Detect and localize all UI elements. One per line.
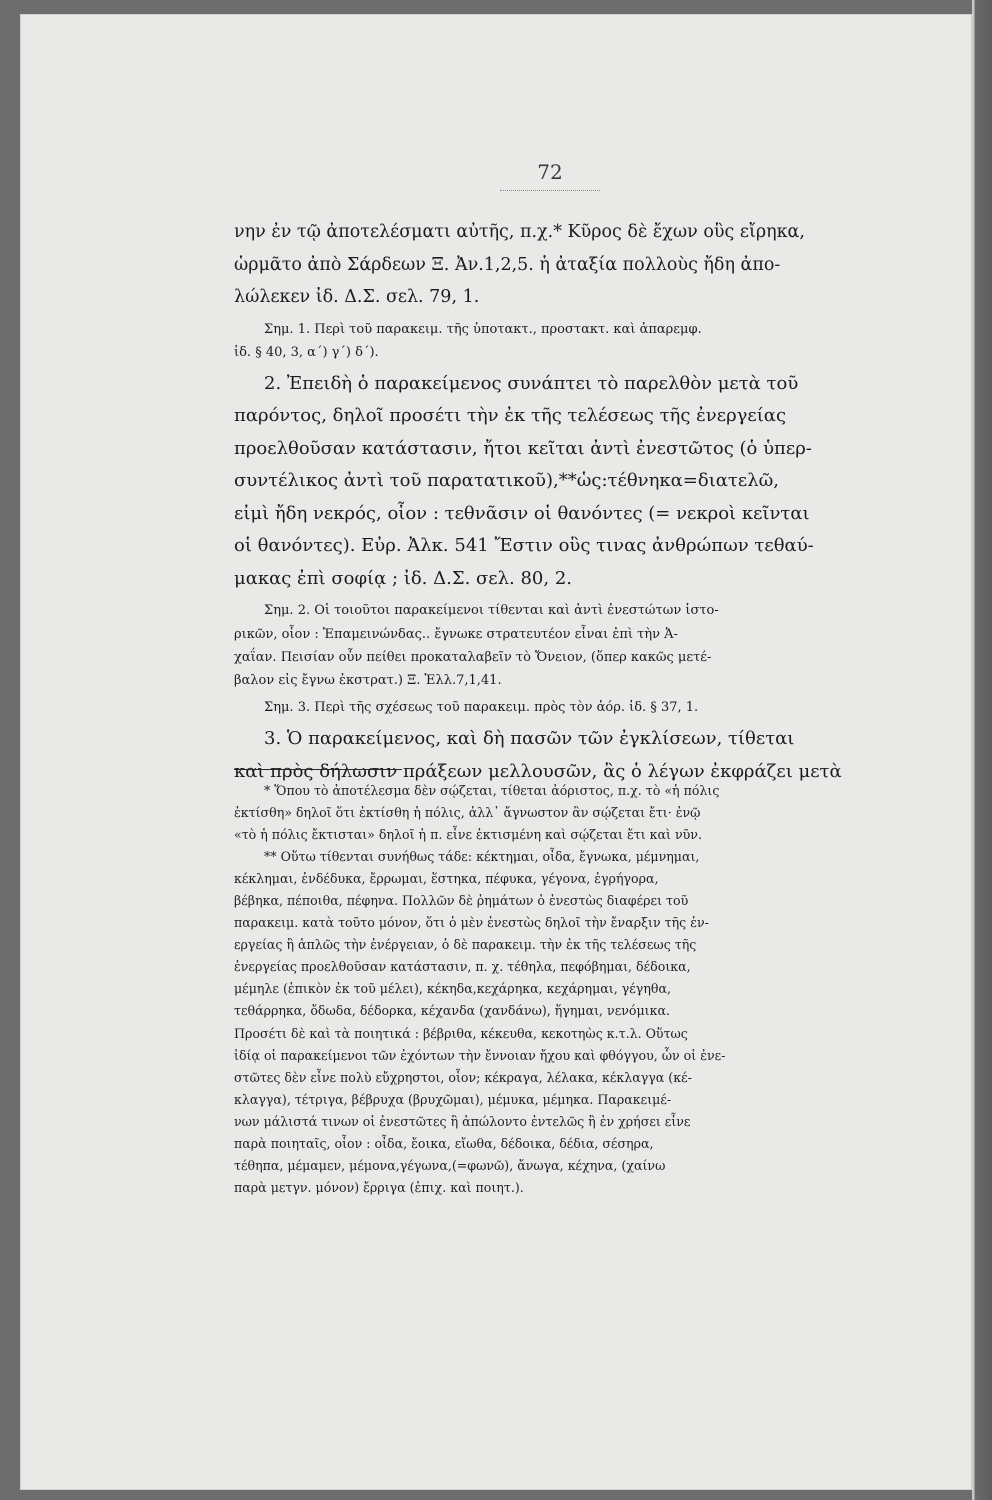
note-line: χαΐαν. Πεισίαν οὖν πείθει προκαταλαβεῖν τὸ Ὄνειον, (ὅπερ κακῶς μετέ- — [234, 649, 712, 665]
main-text-line: ὡρμᾶτο ἀπὸ Σάρδεων Ξ. Ἀν.1,2,5. ἡ ἀταξία πολλοὺς ἤδη ἀπο- — [234, 254, 781, 275]
next-page-edge — [972, 0, 992, 1500]
footnote-line: τέθηπα, μέμαμεν, μέμονα,γέγωνα,(=φωνῶ), ἄνωγα, κέχηνα, (χαίνω — [234, 1157, 666, 1173]
footnote-line: κέκλημαι, ἐνδέδυκα, ἔρρωμαι, ἕστηκα, πέφυκα, γέγονα, ἐγρήγορα, — [234, 871, 659, 887]
footnote-line: μέμηλε (ἐπικὸν ἐκ τοῦ μέλει), κέκηδα,κεχάρηκα, κεχάρημαι, γέγηθα, — [234, 981, 671, 997]
footnote-line: * Ὅπου τὸ ἀποτέλεσμα δὲν σῴζεται, τίθεται ἀόριστος, π.χ. τὸ «ἡ πόλις — [264, 783, 720, 798]
footnote-line: παρακειμ. κατὰ τοῦτο μόνον, ὅτι ὁ μὲν ἐνεστὼς δηλοῖ τὴν ἔναρξιν τῆς ἐν- — [234, 915, 709, 931]
footnote-line: «τὸ ἡ πόλις ἔκτισται» δηλοῖ ἡ π. εἶνε ἐκτισμένη καὶ σῴζεται ἔτι καὶ νῦν. — [234, 827, 702, 843]
section-line: 2. Ἐπειδὴ ὁ παρακείμενος συνάπτει τὸ παρελθὸν μετὰ τοῦ — [264, 372, 799, 394]
footnote-separator — [234, 769, 402, 770]
main-text-line: νην ἐν τῷ ἀποτελέσματι αὐτῆς, π.χ.* Κῦρος δὲ ἔχων οὓς εἴρηκα, — [234, 222, 805, 242]
note-line: βαλον εἰς ἔγνω ἐκστρατ.) Ξ. Ἑλλ.7,1,41. — [234, 672, 502, 688]
main-text-line: λώλεκεν ἰδ. Δ.Σ. σελ. 79, 1. — [234, 287, 480, 307]
section-line: οἱ θανόντες). Εὐρ. Ἀλκ. 541 Ἔστιν οὓς τινας ἀνθρώπων τεθαύ- — [234, 535, 814, 557]
note-line: Σημ. 2. Οἱ τοιοῦτοι παρακείμενοι τίθενται καὶ ἀντὶ ἐνεστώτων ἱστο- — [264, 603, 719, 619]
footnote-line: νων μάλιστά τινων οἱ ἐνεστῶτες ἢ ἀπώλοντο ἐντελῶς ἢ ἐν χρήσει εἶνε — [234, 1113, 691, 1129]
section-line: καὶ πρὸς δήλωσιν πράξεων μελλουσῶν, ἃς ὁ λέγων ἐκφράζει μετὰ — [234, 760, 842, 782]
footnote-1 — [234, 780, 852, 846]
footnote-line: στῶτες δὲν εἶνε πολὺ εὔχρηστοι, οἷον; κέκραγα, λέλακα, κέκλαγγα (κέ- — [234, 1069, 692, 1085]
footnote-line: κλαγγα), τέτριγα, βέβρυχα (βρυχῶμαι), μέμυκα, μέμηκα. Παρακειμέ- — [234, 1091, 672, 1107]
section-line: εἰμὶ ἤδη νεκρός, οἷον : τεθνᾶσιν οἱ θανόντες (= νεκροὶ κεῖνται — [234, 502, 810, 524]
note-line: Σημ. 1. Περὶ τοῦ παρακειμ. τῆς ὑποτακτ., προστακτ. καὶ ἀπαρεμφ. — [264, 321, 702, 337]
section-3 — [234, 723, 852, 788]
footnote-line: παρὰ ποιηταῖς, οἷον : οἶδα, ἔοικα, εἴωθα, δέδοικα, δέδια, σέσηρα, — [234, 1135, 654, 1151]
section-line: μακας ἐπὶ σοφίᾳ ; ἰδ. Δ.Σ. σελ. 80, 2. — [234, 567, 572, 589]
section-line: παρόντος, δηλοῖ προσέτι τὴν ἐκ τῆς τελέσεως τῆς ἐνεργείας — [234, 405, 787, 427]
footnote-line: ἐκτίσθη» δηλοῖ ὅτι ἐκτίσθη ἡ πόλις, ἀλλ᾽ ἄγνωστον ἂν σῴζεται ἔτι· ἐνῷ — [234, 805, 701, 821]
footnote-line: βέβηκα, πέποιθα, πέφηνα. Πολλῶν δὲ ῥημάτων ὁ ἐνεστὼς διαφέρει τοῦ — [234, 893, 689, 909]
note-line: ρικῶν, οἷον : Ἐπαμεινώνδας.. ἔγνωκε στρατευτέον εἶναι ἐπὶ τὴν Ἀ- — [234, 626, 678, 642]
note-3 — [234, 696, 852, 719]
note-2 — [234, 599, 852, 692]
section-2 — [234, 368, 852, 596]
footnote-line: εργείας ἢ ἁπλῶς τὴν ἐνέργειαν, ὁ δὲ παρακειμ. τὴν ἐκ τῆς τελέσεως τῆς — [234, 937, 697, 953]
note-line: Σημ. 3. Περὶ τῆς σχέσεως τοῦ παρακειμ. πρὸς τὸν ἀόρ. ἰδ. § 37, 1. — [264, 700, 699, 716]
main-text-block — [234, 216, 852, 788]
footnote-line: παρὰ μετγν. μόνον) ἔρριγα (ἐπιχ. καὶ ποιητ.). — [234, 1179, 524, 1195]
footnote-line: Προσέτι δὲ καὶ τὰ ποιητικά : βέβριθα, κέκευθα, κεκοτηὼς κ.τ.λ. Οὕτως — [234, 1025, 688, 1041]
page-number-underline — [500, 190, 600, 191]
footnote-2 — [234, 846, 852, 1199]
note-1 — [234, 318, 852, 364]
footnote-line: τεθάρρηκα, ὄδωδα, δέδορκα, κέχανδα (χανδάνω), ἥγημαι, νενόμικα. — [234, 1003, 670, 1019]
footnote-line: ** Οὕτω τίθενται συνήθως τάδε: κέκτημαι, οἶδα, ἔγνωκα, μέμνημαι, — [264, 849, 700, 865]
page-number: 72 — [537, 160, 563, 184]
footnotes-block — [234, 780, 852, 1199]
footnote-line: ἰδίᾳ οἱ παρακείμενοι τῶν ἐχόντων τὴν ἔννοιαν ἤχου καὶ φθόγγου, ὧν οἱ ἐνε- — [234, 1047, 726, 1063]
footnote-line: ἐνεργείας προελθοῦσαν κατάστασιν, π. χ. τέθηλα, πεφόβημαι, δέδοικα, — [234, 959, 691, 975]
note-line: ἰδ. § 40, 3, α΄) γ΄) δ΄). — [234, 344, 379, 360]
section-line: 3. Ὁ παρακείμενος, καὶ δὴ πασῶν τῶν ἐγκλίσεων, τίθεται — [264, 728, 795, 750]
section-line: προελθοῦσαν κατάστασιν, ἤτοι κεῖται ἀντὶ ἐνεστῶτος (ὁ ὑπερ- — [234, 437, 812, 459]
section-line: συντέλικος ἀντὶ τοῦ παρατατικοῦ),**ὡς:τέθνηκα=διατελῶ, — [234, 470, 780, 492]
